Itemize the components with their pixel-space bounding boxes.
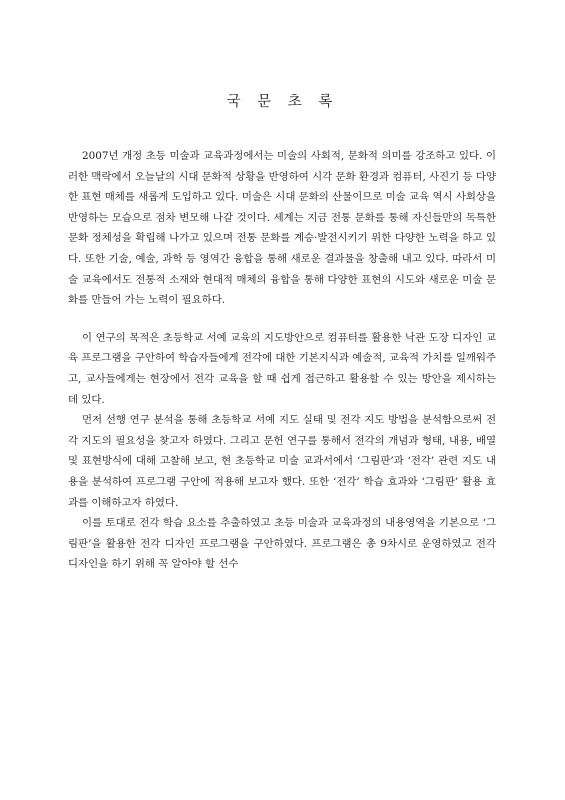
paragraph-gap — [68, 311, 496, 328]
paragraph-4: 이를 토대로 전각 학습 요소를 추출하였고 초등 미술과 교육과정의 내용영역을 기본으로 ‘그림판’을 활용한 전각 디자인 프로그램을 구안하였다. 프로그램은 총 9차시로 운영하였고 전각 디자인을 하기 위해 꼭 알아야 할 선수 — [68, 517, 496, 571]
abstract-body — [68, 146, 496, 575]
paragraph-1: 2007년 개정 초등 미술과 교육과정에서는 미술의 사회적, 문화적 의미를 강조하고 있다. 이러한 맥락에서 오늘날의 시대 문화적 상황을 반영하여 시각 문화 환경과 컴퓨터, 사진기 등 다양한 표현 매체를 새롭게 도입하고 있다. 미술은 시대 문화의 산물이므로 미술 교육 역시 사회상을 반영하는 모습으로 점차 변모해 나갈 것이다. 세계는 지금 전통 문화를 통해 자신들만의 독특한 문화 정체성을 확립해 나가고 있으며 전통 문화를 계승·발전시키기 위한 다양한 노력을 하고 있다. 또한 기술, 예술, 과학 등 영역간 융합을 통해 새로운 결과물을 창출해 내고 있다. 따라서 미술 교육에서도 전통적 소재와 현대적 매체의 융합을 통해 다양한 표현의 시도와 새로운 미술 문화를 만들어 가는 노력이 필요하다. — [68, 150, 496, 307]
page-title: 국 문 초 록 — [226, 94, 339, 110]
paragraph-2: 이 연구의 목적은 초등학교 서예 교육의 지도방안으로 컴퓨터를 활용한 낙관 도장 디자인 교육 프로그램을 구안하여 학습자들에게 전각에 대한 기본지식과 예술적, 교육적 가치를 일깨워주고, 교사들에게는 현장에서 전각 교육을 할 때 쉽게 접근하고 활용할 수 있는 방안을 제시하는 데 있다. — [68, 331, 496, 406]
paragraph-3: 먼저 선행 연구 분석을 통해 초등학교 서예 지도 실태 및 전각 지도 방법을 분석함으로써 전각 지도의 필요성을 찾고자 하였다. 그리고 문헌 연구를 통해서 전각의 개념과 형태, 내용, 배열 및 표현방식에 대해 고찰해 보고, 현 초등학교 미술 교과서에서 ‘그림판’과 ‘전각’ 관련 지도 내용을 분석하여 프로그램 구안에 적용해 보고자 했다. 또한 ‘전각’ 학습 효과와 ‘그림판’ 활용 효과를 이해하고자 하였다. — [68, 414, 496, 509]
